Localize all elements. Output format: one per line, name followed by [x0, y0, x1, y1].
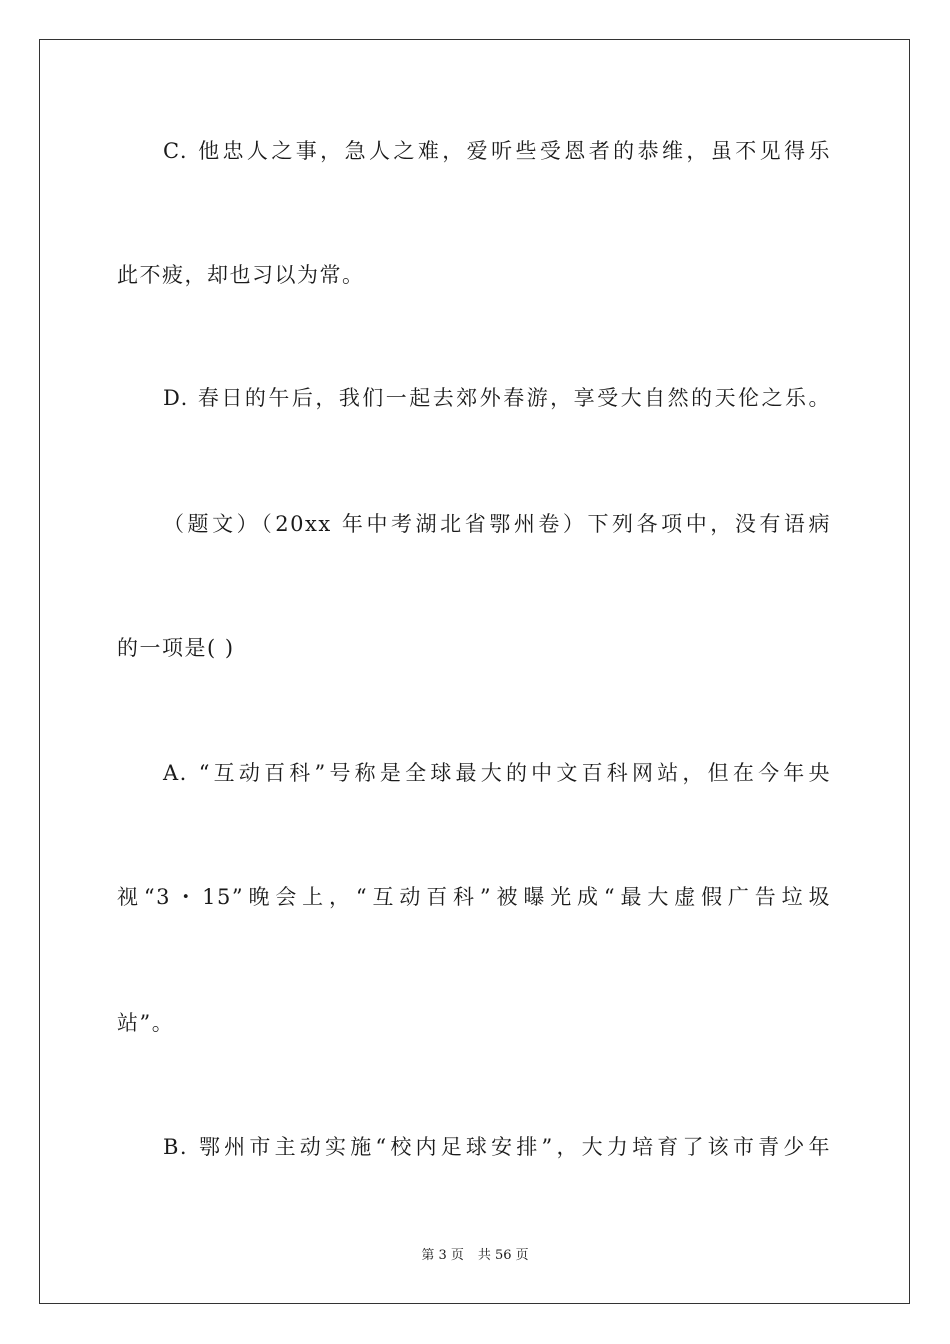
page-footer [0, 1247, 950, 1265]
option-d-line: D. 春日的午后，我们一起去郊外春游，享受大自然的天伦之乐。 [163, 386, 831, 410]
option-c-line-1: C. 他忠人之事，急人之难，爱听些受恩者的恭维，虽不见得乐 [163, 139, 831, 163]
option-a-line-2: 视“3・15”晚会上，“互动百科”被曝光成“最大虚假广告垃圾 [117, 885, 831, 909]
option-a-line-3: 站”。 [117, 1011, 175, 1035]
question-stem-line-2: 的一项是( ) [117, 636, 235, 660]
page-total: 共 56 页 [477, 1248, 529, 1263]
option-c-line-2: 此不疲，却也习以为常。 [117, 263, 365, 287]
question-stem-line-1: （题文）（20xx 年中考湖北省鄂州卷）下列各项中，没有语病 [163, 512, 831, 536]
option-a-line-1: A. “互动百科”号称是全球最大的中文百科网站，但在今年央 [163, 761, 831, 785]
page-border [39, 39, 910, 1304]
page-number: 第 3 页 [421, 1248, 464, 1263]
option-b-line-1: B. 鄂州市主动实施“校内足球安排”，大力培育了该市青少年 [163, 1135, 831, 1159]
